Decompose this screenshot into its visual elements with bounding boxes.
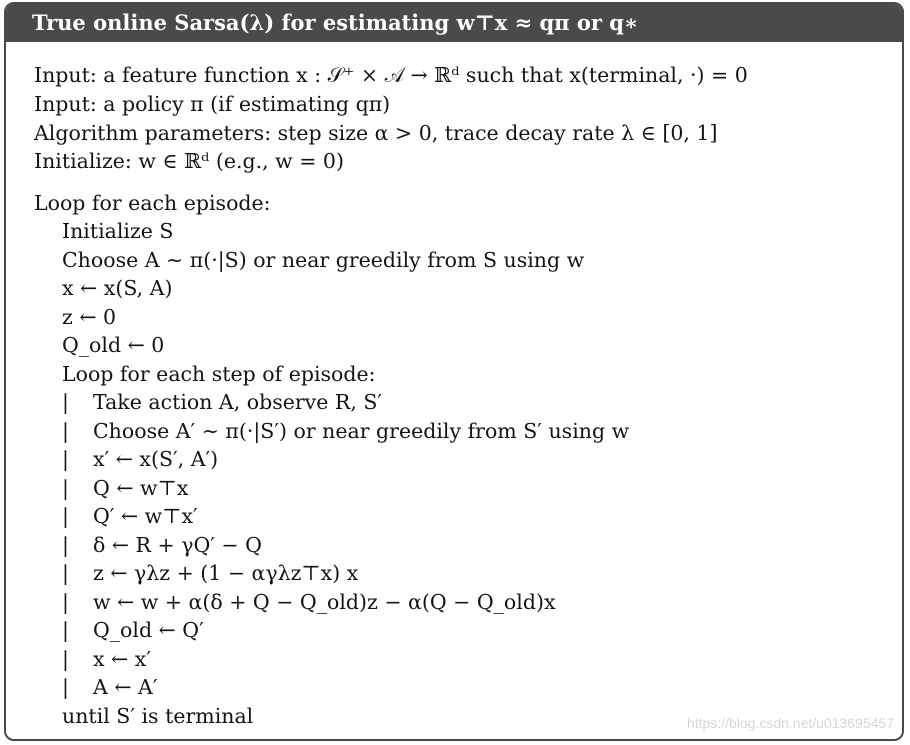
step-bar: | [62, 561, 69, 585]
step-text: x′ ← x(S′, A′) [93, 447, 219, 471]
step-text: Q_old ← Q′ [93, 618, 204, 642]
algorithm-box [4, 2, 904, 741]
qold-init-line: Q_old ← 0 [62, 333, 165, 357]
step-line [62, 475, 188, 501]
step-loop-head: Loop for each step of episode: [62, 362, 376, 386]
step-line [62, 446, 218, 472]
feature-assign-line: x ← x(S, A) [62, 276, 173, 300]
step-line [62, 560, 358, 586]
step-bar: | [62, 675, 69, 699]
algorithm-title: True online Sarsa(λ) for estimating w⊤x ≈ qπ or q∗ [32, 10, 639, 35]
step-bar: | [62, 390, 69, 414]
init-state-line: Initialize S [62, 219, 174, 243]
algorithm-body [6, 42, 902, 739]
step-bar: | [62, 504, 69, 528]
step-bar: | [62, 647, 69, 671]
step-line [62, 674, 157, 700]
choose-action-line: Choose A ∼ π(·|S) or near greedily from S using w [62, 248, 585, 272]
step-line [62, 617, 204, 643]
step-text: A ← A′ [93, 675, 158, 699]
input-feature-function-line: Input: a feature function x : 𝒮⁺ × 𝒜 → ℝᵈ such that x(terminal, ·) = 0 [34, 63, 748, 87]
step-text: z ← γλz + (1 − αγλz⊤x) x [93, 561, 359, 585]
initialize-weights-line: Initialize: w ∈ ℝᵈ (e.g., w = 0) [34, 149, 344, 173]
step-line [62, 532, 262, 558]
step-line [62, 646, 151, 672]
step-bar: | [62, 419, 69, 443]
until-terminal-line: until S′ is terminal [62, 704, 254, 728]
step-text: Q ← w⊤x [93, 476, 189, 500]
algorithm-title-bar [6, 4, 902, 42]
step-bar: | [62, 618, 69, 642]
step-text: δ ← R + γQ′ − Q [93, 533, 262, 557]
algorithm-parameters-line: Algorithm parameters: step size α > 0, trace decay rate λ ∈ [0, 1] [34, 121, 718, 145]
step-text: Take action A, observe R, S′ [93, 390, 383, 414]
step-line [62, 503, 198, 529]
trace-init-line: z ← 0 [62, 305, 117, 329]
step-text: x ← x′ [93, 647, 151, 671]
step-text: w ← w + α(δ + Q − Q_old)z − α(Q − Q_old)x [93, 590, 556, 614]
episode-loop-head: Loop for each episode: [34, 191, 271, 215]
step-bar: | [62, 447, 69, 471]
step-bar: | [62, 533, 69, 557]
step-bar: | [62, 590, 69, 614]
input-policy-line: Input: a policy π (if estimating qπ) [34, 92, 391, 116]
step-bar: | [62, 476, 69, 500]
step-text: Q′ ← w⊤x′ [93, 504, 198, 528]
watermark-url: https://blog.csdn.net/u013695457 [686, 715, 894, 731]
step-text: Choose A′ ∼ π(·|S′) or near greedily from S′ using w [93, 419, 630, 443]
step-line [62, 589, 556, 615]
step-line [62, 389, 382, 415]
step-line [62, 418, 629, 444]
